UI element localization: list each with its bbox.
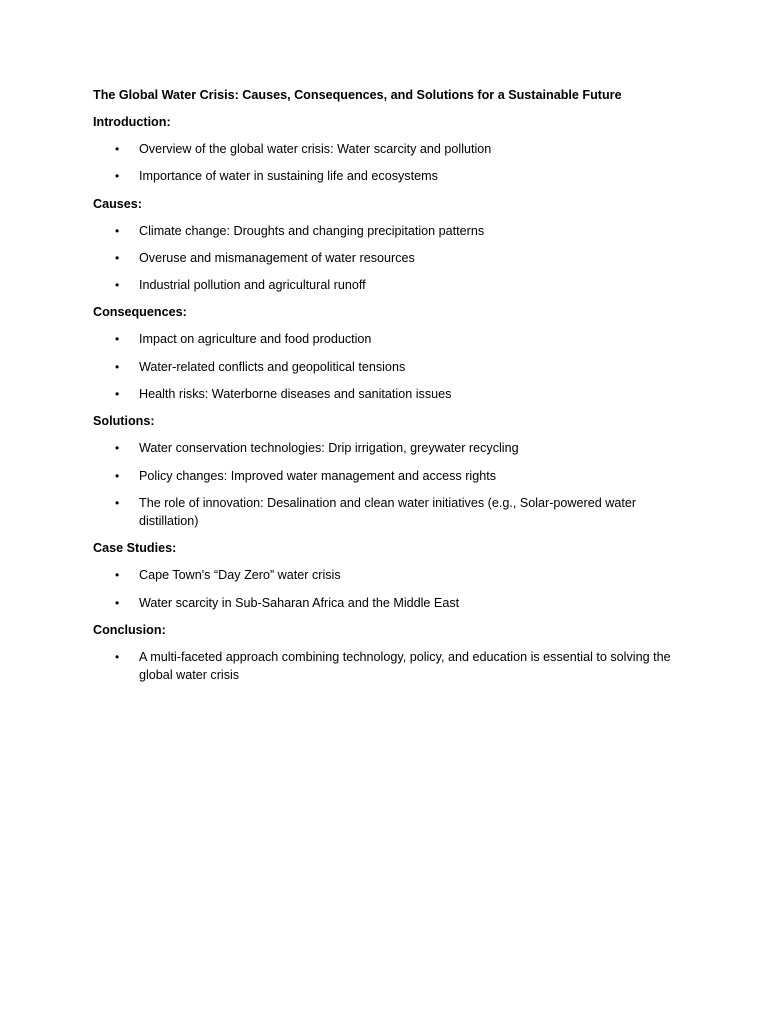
bullet-icon: • xyxy=(115,568,120,583)
list-item-text: Water-related conflicts and geopolitical tensions xyxy=(139,359,406,374)
bullet-icon: • xyxy=(115,169,120,184)
list-item xyxy=(93,140,683,158)
bullet-icon: • xyxy=(115,250,120,265)
list-item-text: Policy changes: Improved water management and access rights xyxy=(139,468,497,483)
list-item xyxy=(93,222,683,240)
list-item-text: Importance of water in sustaining life and ecosystems xyxy=(139,169,438,184)
bullet-list xyxy=(93,222,683,295)
bullet-list xyxy=(93,648,683,684)
bullet-icon: • xyxy=(115,142,120,156)
list-item xyxy=(93,566,683,584)
list-item xyxy=(93,276,683,294)
list-item-text: A multi-faceted approach combining technology, policy, and education is essential to solving the global water crisis xyxy=(139,649,671,682)
bullet-icon: • xyxy=(115,649,120,664)
bullet-list xyxy=(93,140,683,185)
list-item xyxy=(93,167,683,185)
list-item-text: Water conservation technologies: Drip irrigation, greywater recycling xyxy=(139,441,519,456)
bullet-icon: • xyxy=(115,595,120,610)
section-heading: Case Studies: xyxy=(93,541,177,556)
section-solutions xyxy=(93,412,683,530)
list-item xyxy=(93,249,683,267)
list-item-text: Health risks: Waterborne diseases and sanitation issues xyxy=(139,387,452,402)
list-item-text: Climate change: Droughts and changing precipitation patterns xyxy=(139,223,485,238)
list-item xyxy=(93,494,683,530)
section-heading: Conclusion: xyxy=(93,622,166,637)
bullet-icon: • xyxy=(115,359,120,374)
bullet-icon: • xyxy=(115,332,120,347)
section-causes xyxy=(93,195,683,295)
list-item-text: Impact on agriculture and food production xyxy=(139,332,372,347)
list-item xyxy=(93,467,683,485)
bullet-icon: • xyxy=(115,223,120,238)
bullet-list xyxy=(93,439,683,530)
bullet-list xyxy=(93,330,683,403)
list-item-text: Overuse and mismanagement of water resources xyxy=(139,250,415,265)
section-heading: Introduction: xyxy=(93,115,171,129)
list-item xyxy=(93,648,683,684)
section-heading: Solutions: xyxy=(93,414,155,429)
bullet-list xyxy=(93,566,683,611)
list-item xyxy=(93,358,683,376)
document-body xyxy=(93,86,683,693)
bullet-icon: • xyxy=(115,278,120,293)
bullet-icon: • xyxy=(115,441,120,456)
list-item-text: Overview of the global water crisis: Water scarcity and pollution xyxy=(139,142,492,156)
list-item-text: Cape Town's “Day Zero” water crisis xyxy=(139,568,341,583)
section-heading: Causes: xyxy=(93,196,142,211)
document-title: The Global Water Crisis: Causes, Consequences, and Solutions for a Sustainable Future xyxy=(93,88,622,102)
section-conclusion xyxy=(93,621,683,684)
list-item xyxy=(93,594,683,612)
list-item-text: Water scarcity in Sub-Saharan Africa and the Middle East xyxy=(139,595,460,610)
section-case-studies xyxy=(93,539,683,611)
bullet-icon: • xyxy=(115,495,120,510)
list-item-text: Industrial pollution and agricultural runoff xyxy=(139,278,366,293)
section-heading: Consequences: xyxy=(93,305,187,320)
section-introduction xyxy=(93,113,683,185)
list-item-text: The role of innovation: Desalination and clean water initiatives (e.g., Solar-powered water distillation) xyxy=(139,495,637,528)
section-consequences xyxy=(93,303,683,403)
bullet-icon: • xyxy=(115,387,120,402)
list-item xyxy=(93,330,683,348)
list-item xyxy=(93,439,683,457)
list-item xyxy=(93,385,683,403)
bullet-icon: • xyxy=(115,468,120,483)
